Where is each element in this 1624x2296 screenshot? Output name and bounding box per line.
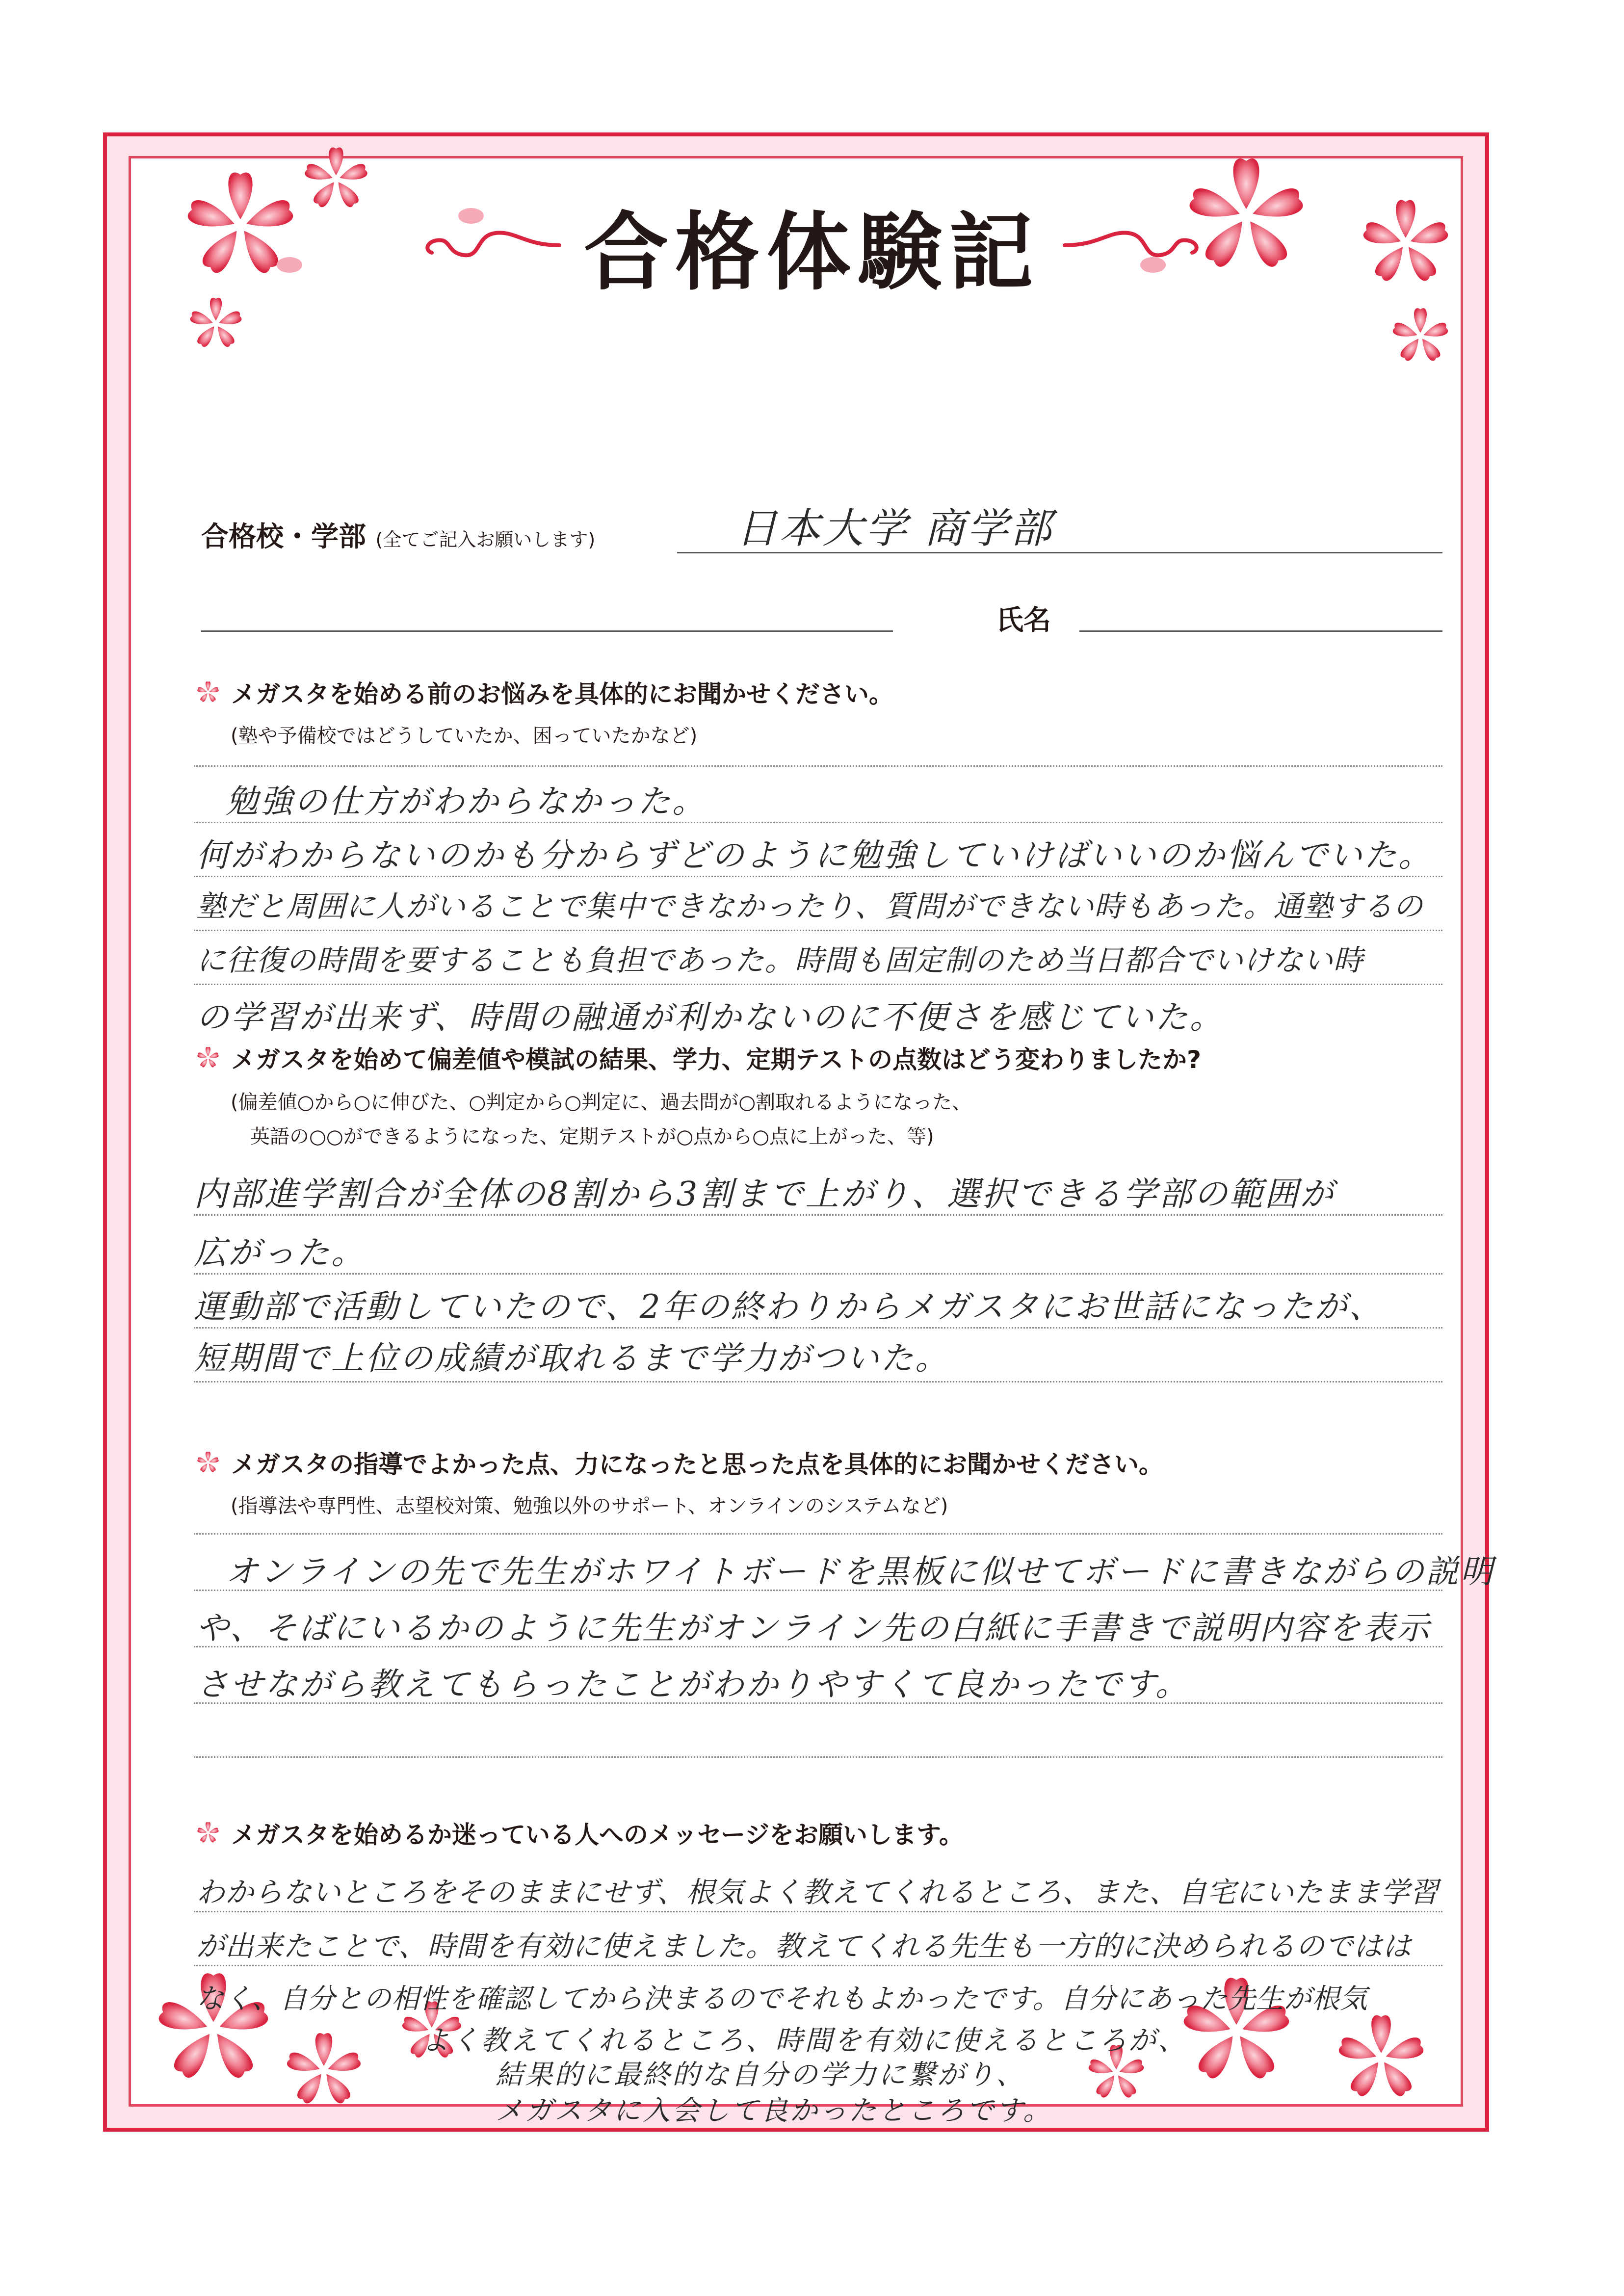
answer-1-line-2: 何がわからないのかも分からずどのように勉強していけばいいのか悩んでいた。: [196, 836, 1433, 874]
answer-2-line-3: 運動部で活動していたので、2年の終わりからメガスタにお世話になったが、: [194, 1288, 1384, 1326]
answer-line: [194, 876, 1442, 877]
answer-line: [194, 1273, 1442, 1275]
sakura-bullet-icon: [194, 678, 222, 706]
question-1-heading: メガスタを始める前のお悩みを具体的にお聞かせください。: [194, 675, 893, 710]
page-title: 合格体験記: [584, 203, 1040, 302]
answer-4-line-1: わからないところをそのままにせず、根気よく教えてくれるところ、また、自宅にいたまま学習: [196, 1876, 1439, 1909]
question-2-heading: メガスタを始めて偏差値や模試の結果、学力、定期テストの点数はどう変わりましたか?: [194, 1040, 1201, 1075]
left-flourish-icon: [417, 223, 564, 267]
answer-line: [194, 765, 1442, 767]
answer-2-line-1: 内部進学割合が全体の8割から3割まで上がり、選択できる学部の範囲が: [194, 1175, 1336, 1214]
school-label-text: 合格校・学部: [201, 521, 366, 553]
answer-line: [194, 930, 1442, 931]
question-1-note: (塾や予備校ではどうしていたか、困っていたかなど): [231, 725, 698, 747]
question-2-note-2: 英語の○○ができるようになった、定期テストが○点から○点に上がった、等): [250, 1125, 934, 1148]
answer-line: [194, 1590, 1442, 1591]
question-3-note: (指導法や専門性、志望校対策、勉強以外のサポート、オンラインのシステムなど): [231, 1495, 948, 1517]
answer-3-line-1: オンラインの先で先生がホワイトボードを黒板に似せてボードに書きながらの説明: [226, 1553, 1495, 1591]
sakura-flower-icon: [182, 289, 250, 358]
school-underline: [677, 552, 1442, 553]
answer-1-line-4: に往復の時間を要することも負担であった。時間も固定制のため当日都合でいけない時: [196, 943, 1363, 978]
answer-line: [194, 1702, 1442, 1704]
answer-line: [194, 1214, 1442, 1216]
right-flourish-icon: [1060, 223, 1207, 267]
answer-line: [194, 1911, 1442, 1912]
answer-4-line-3: なく、自分との相性を確認してから決まるのでそれもよかったです。自分にあった先生が根気: [196, 1983, 1368, 2015]
answer-line: [194, 1533, 1442, 1535]
school-note: (全てご記入お願いします): [375, 529, 596, 550]
answer-line: [194, 1381, 1442, 1383]
sakura-flower-icon: [1384, 299, 1457, 373]
answer-4-line-5: 結果的に最終的な自分の学力に繋がり、: [496, 2059, 1025, 2091]
answer-2-line-2: 広がった。: [194, 1234, 366, 1272]
school-label: [201, 515, 595, 554]
answer-line: [194, 1756, 1442, 1758]
answer-line: [194, 1646, 1442, 1647]
answer-line: [194, 1965, 1442, 1966]
name-left-underline: [201, 630, 893, 632]
sakura-bullet-icon: [194, 1819, 222, 1847]
school-value[interactable]: 日本大学 商学部: [736, 504, 1053, 552]
answer-4-line-4: よく教えてくれるところ、時間を有効に使えるところが、: [422, 2025, 1187, 2057]
answer-1-line-1: 勉強の仕方がわからなかった。: [226, 783, 707, 820]
title-area: [0, 191, 1624, 302]
answer-2-line-4: 短期間で上位の成績が取れるまで学力がついた。: [194, 1339, 949, 1377]
answer-line: [194, 984, 1442, 985]
question-3-heading: メガスタの指導でよかった点、力になったと思った点を具体的にお聞かせください。: [194, 1445, 1163, 1480]
answer-4-line-6: メガスタに入会して良かったところです。: [496, 2095, 1052, 2127]
answer-line: [194, 1327, 1442, 1329]
name-underline: [1079, 630, 1442, 632]
sakura-bullet-icon: [194, 1448, 222, 1477]
answer-1-line-5: の学習が出来ず、時間の融通が利かないのに不便さを感じていた。: [196, 998, 1224, 1036]
question-2-note-1: (偏差値○から○に伸びた、○判定から○判定に、過去問が○割取れるようになった、: [231, 1091, 972, 1114]
sakura-bullet-icon: [194, 1044, 222, 1072]
answer-3-line-3: させながら教えてもらったことがわかりやすくて良かったです。: [196, 1666, 1190, 1703]
answer-1-line-3: 塾だと周囲に人がいることで集中できなかったり、質問ができない時もあった。通塾するの: [196, 889, 1423, 924]
answer-line: [194, 822, 1442, 823]
sakura-flower-icon: [1325, 2002, 1438, 2114]
name-label: 氏名: [996, 604, 1051, 636]
answer-3-line-2: や、そばにいるかのように先生がオンライン先の白紙に手書きで説明内容を表示: [196, 1609, 1431, 1647]
question-4-heading: メガスタを始めるか迷っている人へのメッセージをお願いします。: [194, 1815, 964, 1851]
sakura-flower-icon: [275, 2021, 373, 2119]
answer-4-line-2: が出来たことで、時間を有効に使えました。教えてくれる先生も一方的に決められるのではは: [196, 1930, 1412, 1963]
